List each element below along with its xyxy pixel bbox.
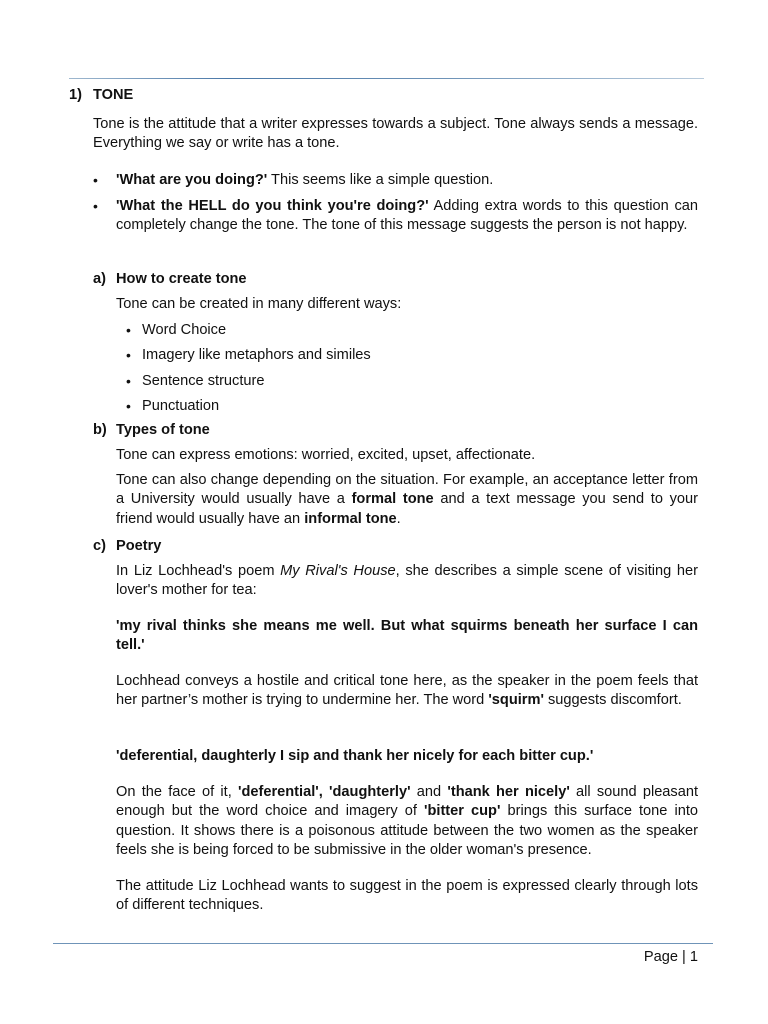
list-item: Punctuation: [142, 398, 220, 414]
example-item: [116, 197, 698, 236]
bullet-dot: •: [126, 347, 131, 363]
bold-term: formal tone: [351, 491, 434, 508]
footer-rule: [53, 943, 713, 944]
bold-term: 'deferential', 'daughterly': [238, 784, 411, 800]
text-run: On the face of it,: [116, 784, 238, 800]
subsection-title: Types of tone: [116, 422, 210, 438]
text-run: , she describes a simple scene of visiting her lover's mother for tea:: [116, 563, 698, 599]
page-footer: [644, 948, 698, 967]
list-item: Sentence structure: [142, 373, 265, 389]
page-separator: |: [682, 949, 686, 965]
paragraph: Tone can express emotions: worried, excited, upset, affectionate.: [116, 447, 536, 463]
list-item: Word Choice: [142, 322, 227, 338]
section-title: TONE: [93, 87, 134, 103]
text-run: In Liz Lochhead's poem: [116, 563, 281, 579]
quote: 'deferential, daughterly I sip and thank her nicely for each bitter cup.': [116, 748, 594, 764]
subsection-title: How to create tone: [116, 271, 247, 287]
bold-term: 'bitter cup': [424, 803, 501, 820]
example-text: This seems like a simple question.: [267, 172, 494, 188]
paragraph: [116, 783, 698, 861]
subsection-intro: Tone can be created in many different ways:: [116, 296, 402, 312]
text-run: .: [396, 510, 401, 527]
subsection-label: a): [93, 271, 106, 287]
bullet-dot: •: [126, 398, 131, 414]
section-intro: Tone is the attitude that a writer expresses towards a subject. Tone always sends a message. Everything we say or write has a tone.: [93, 116, 698, 152]
example-quote: 'What the HELL do you think you're doing?': [116, 198, 429, 214]
text-run: suggests discomfort.: [543, 692, 682, 709]
subsection-label: b): [93, 422, 107, 438]
subsection-title: Poetry: [116, 538, 162, 554]
page-label: Page: [643, 949, 678, 965]
text-run: brings this surface tone into question. It shows there is a poisonous attitude between the two women as the speaker feels she is being forced to be submissive in the older woman's presence.: [116, 803, 698, 859]
text-run: Lochhead conveys a hostile and critical tone here, as the speaker in the poem feels that her partner’s mother is trying to undermine her. The word: [116, 673, 698, 709]
text-run: and a text message you send to your friend would usually have an: [116, 491, 698, 527]
bullet-dot: •: [93, 172, 98, 188]
poem-title: My Rival's House: [280, 563, 396, 579]
text-run: all sound pleasant enough but the word choice and imagery of: [116, 784, 699, 820]
list-item: Imagery like metaphors and similes: [142, 347, 371, 363]
bullet-dot: •: [126, 322, 131, 338]
example-text: Adding extra words to this question can completely change the tone. The tone of this message suggests the person is not happy.: [116, 198, 698, 234]
header-rule: [69, 78, 704, 79]
example-item: [116, 171, 698, 190]
bullet-dot: •: [126, 373, 131, 389]
bullet-dot: •: [93, 198, 98, 214]
bold-term: 'thank her nicely': [447, 784, 570, 800]
page-number: 1: [689, 949, 698, 965]
quote: 'my rival thinks she means me well. But what squirms beneath her surface I can tell.': [116, 618, 698, 654]
section-number: 1): [69, 87, 82, 103]
bold-term: 'squirm': [488, 692, 544, 709]
subsection-label: c): [93, 538, 106, 554]
paragraph: [116, 471, 698, 529]
text-run: and: [410, 784, 448, 800]
paragraph: The attitude Liz Lochhead wants to suggest in the poem is expressed clearly through lots of different techniques.: [116, 878, 698, 914]
paragraph: [116, 562, 698, 601]
example-quote: 'What are you doing?': [116, 172, 268, 188]
text-run: Tone can also change depending on the situation. For example, an acceptance letter from a University would usually have a: [116, 472, 698, 508]
bold-term: informal tone: [304, 510, 397, 527]
paragraph: [116, 672, 698, 711]
